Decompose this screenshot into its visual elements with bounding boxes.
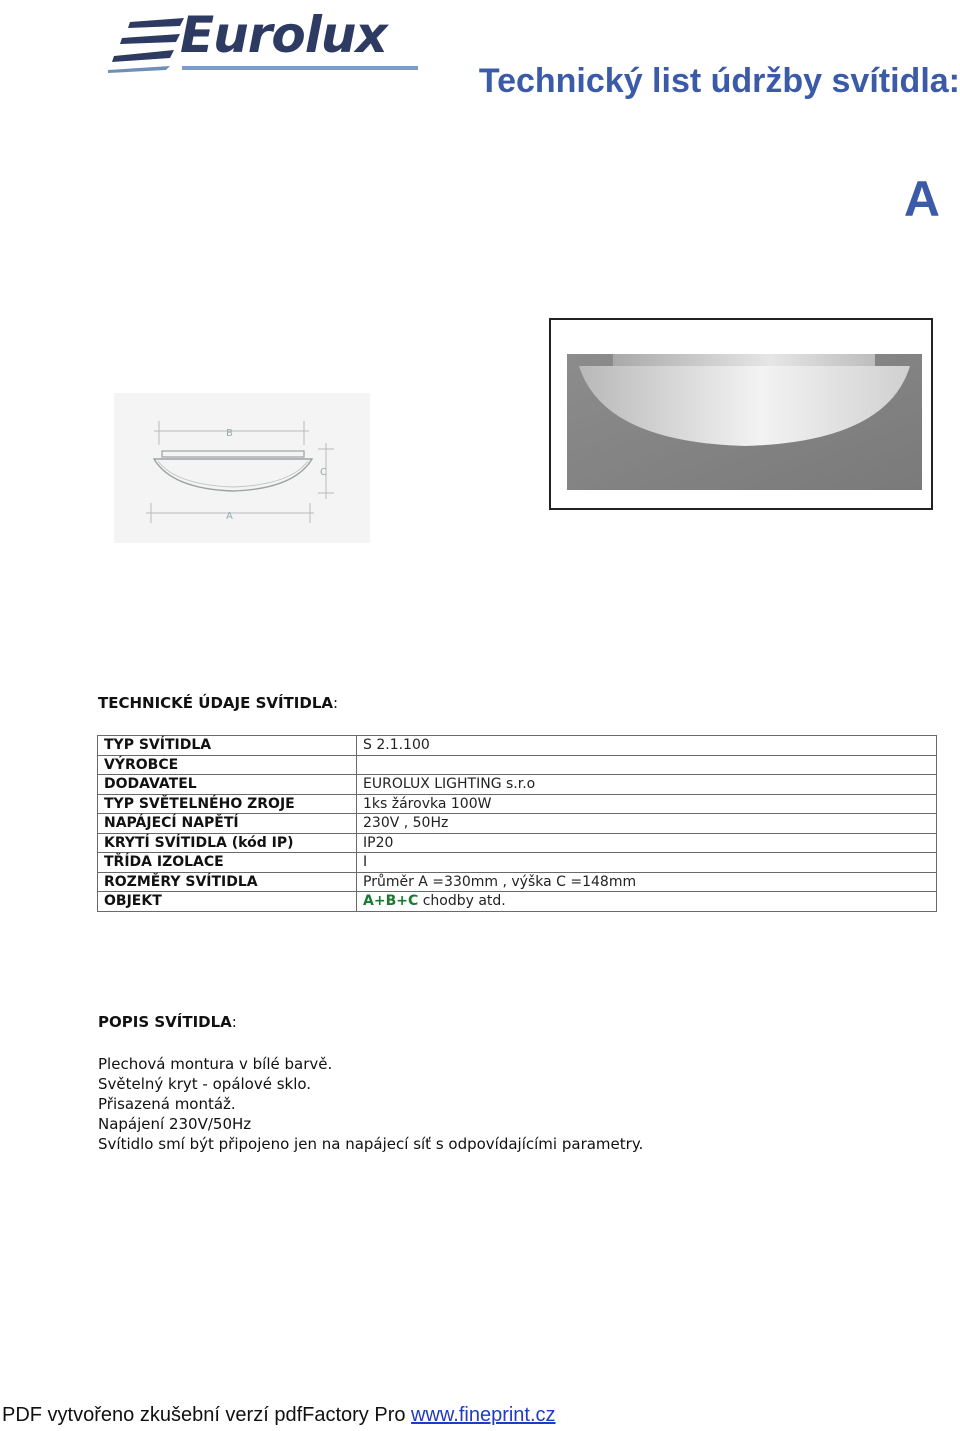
- eurolux-logo: [108, 6, 428, 80]
- dim-label-a: A: [226, 511, 233, 522]
- spec-label: VÝROBCE: [98, 755, 357, 775]
- table-row: [98, 736, 937, 756]
- spec-label: KRYTÍ SVÍTIDLA (kód IP): [98, 833, 357, 853]
- dim-label-b: B: [226, 428, 233, 439]
- spec-label: TYP SVĚTELNÉHO ZROJE: [98, 794, 357, 814]
- pdf-footer: [2, 1404, 556, 1427]
- table-row: [98, 775, 937, 795]
- dimension-drawing: [114, 393, 370, 543]
- product-photo: [549, 318, 933, 510]
- dim-label-c: C: [320, 467, 327, 478]
- spec-value: I: [357, 853, 937, 873]
- footer-text: PDF vytvořeno zkušební verzí pdfFactory Pro: [2, 1404, 412, 1426]
- product-photo-image: [567, 354, 922, 490]
- description-line: Svítidlo smí být připojeno jen na napájecí síť s odpovídajícími parametry.: [98, 1135, 644, 1153]
- logo-swoosh-icon: [108, 10, 188, 80]
- spec-value: 1ks žárovka 100W: [357, 794, 937, 814]
- description-heading-text: POPIS SVÍTIDLA: [98, 1013, 232, 1031]
- description-line: Napájení 230V/50Hz: [98, 1115, 252, 1133]
- variant-letter: A: [903, 171, 940, 227]
- specs-heading-text: TECHNICKÉ ÚDAJE SVÍTIDLA: [98, 694, 333, 712]
- page-title: Technický list údržby svítidla:: [478, 62, 960, 100]
- spec-value: S 2.1.100: [357, 736, 937, 756]
- specs-heading-colon: :: [333, 694, 339, 712]
- spec-value: [357, 892, 937, 912]
- description-heading: [98, 1013, 237, 1031]
- table-row: [98, 755, 937, 775]
- spec-value: 230V , 50Hz: [357, 814, 937, 834]
- table-row: [98, 892, 937, 912]
- spec-label: OBJEKT: [98, 892, 357, 912]
- objekt-highlight: A+B+C: [363, 893, 419, 910]
- footer-link[interactable]: www.fineprint.cz: [411, 1404, 556, 1426]
- description-text: [98, 1054, 643, 1154]
- spec-value: Průměr A =330mm , výška C =148mm: [357, 872, 937, 892]
- spec-label: TYP SVÍTIDLA: [98, 736, 357, 756]
- logo-underline: [182, 66, 418, 70]
- description-line: Plechová montura v bílé barvě.: [98, 1055, 333, 1073]
- spec-value: [357, 755, 937, 775]
- spec-label: ROZMĚRY SVÍTIDLA: [98, 872, 357, 892]
- table-row: [98, 833, 937, 853]
- spec-label: TŘÍDA IZOLACE: [98, 853, 357, 873]
- specs-heading: [98, 694, 338, 712]
- logo-wordmark: Eurolux: [180, 6, 387, 64]
- spec-label: DODAVATEL: [98, 775, 357, 795]
- spec-value: IP20: [357, 833, 937, 853]
- table-row: [98, 853, 937, 873]
- table-row: [98, 814, 937, 834]
- specs-table: [97, 735, 937, 912]
- description-line: Světelný kryt - opálové sklo.: [98, 1075, 312, 1093]
- table-row: [98, 794, 937, 814]
- objekt-text: chodby atd.: [418, 893, 506, 910]
- description-line: Přisazená montáž.: [98, 1095, 236, 1113]
- spec-label: NAPÁJECÍ NAPĚTÍ: [98, 814, 357, 834]
- spec-value: EUROLUX LIGHTING s.r.o: [357, 775, 937, 795]
- table-row: [98, 872, 937, 892]
- description-heading-colon: :: [231, 1013, 237, 1031]
